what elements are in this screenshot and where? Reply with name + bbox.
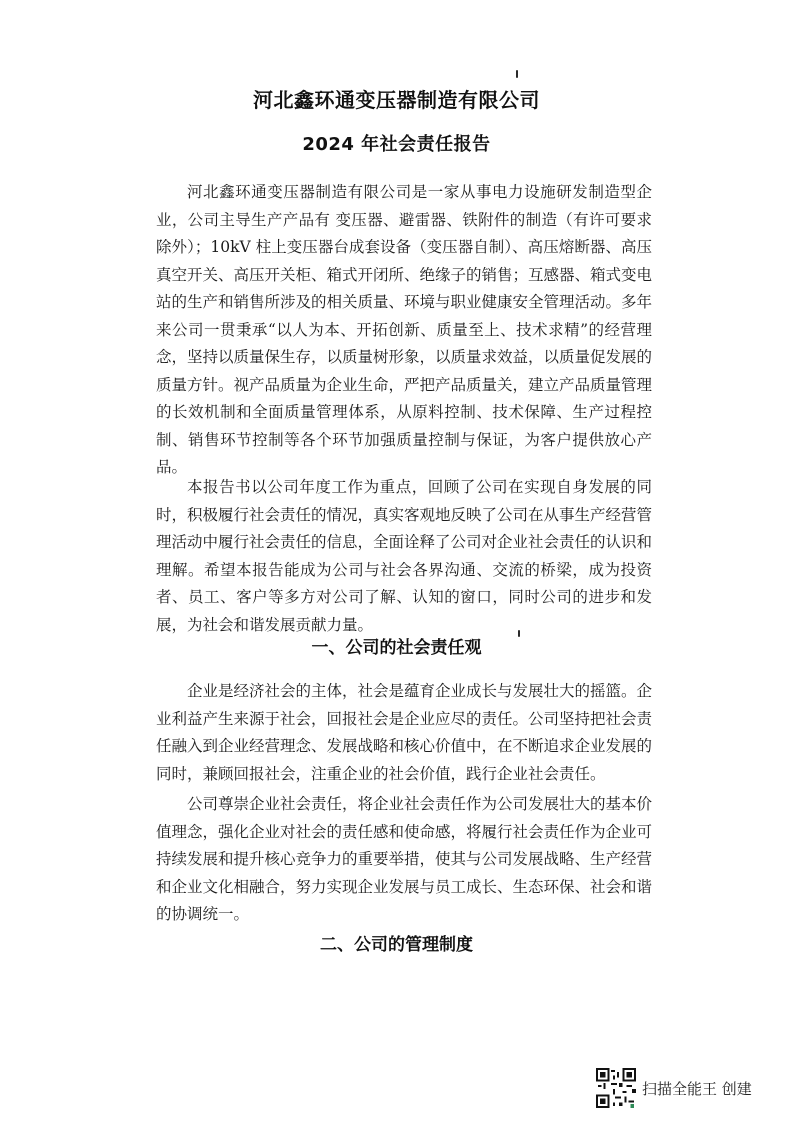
- intro-paragraph-1: 河北鑫环通变压器制造有限公司是一家从事电力设施研发制造型企业，公司主导生产产品有 变压器、避雷器、铁附件的制造（有许可要求除外）；10kV 柱上变压器台成套设备（变压器自制）、高压熔断器、高压真空开关、高压开关柜、箱式开闭所、绝缘子的销售；互感器、箱式变电站的生产和销售所涉及的相关质量、环境与职业健康安全管理活动。多年来公司一贯秉承“以人为本、开拓创新、质量至上、技术求精”的经营理念，坚持以质量保生存，以质量树形象，以质量求效益，以质量促发展的质量方针。视产品质量为企业生命，严把产品质量关，建立产品质量管理的长效机制和全面质量管理体系，从原料控制、技术保障、生产过程控制、销售环节控制等各个环节加强质量控制与保证，为客户提供放心产品。: [156, 183, 653, 476]
- scan-artifact: [518, 630, 520, 637]
- report-title: 2024 年社会责任报告: [302, 134, 491, 155]
- section1-paragraph-1: 企业是经济社会的主体，社会是蕴育企业成长与发展壮大的摇篮。企业利益产生来源于社会，回报社会是企业应尽的责任。公司坚持把社会责任融入到企业经营理念、发展战略和核心价值中，在不断追求企业发展的同时，兼顾回报社会，注重企业的社会价值，践行企业社会责任。: [156, 682, 653, 783]
- watermark-text: 扫描全能王 创建: [642, 1079, 752, 1098]
- section1-paragraph-2: 公司尊崇企业社会责任，将企业社会责任作为公司发展壮大的基本价值理念，强化企业对社会的责任感和使命感，将履行社会责任作为企业可持续发展和提升核心竞争力的重要举措，使其与公司发展战略、生产经营和企业文化相融合，努力实现企业发展与员工成长、生态环保、社会和谐的协调统一。: [156, 795, 653, 923]
- qr-code-icon: [596, 1068, 636, 1108]
- intro-paragraph-2: 本报告书以公司年度工作为重点，回顾了公司在实现自身发展的同时，积极履行社会责任的情况，真实客观地反映了公司在从事生产经营管理活动中履行社会责任的信息，全面诠释了公司对企业社会责任的认识和理解。希望本报告能成为公司与社会各界沟通、交流的桥梁，成为投资者、员工、客户等多方对公司了解、认知的窗口，同时公司的进步和发展，为社会和谐发展贡献力量。: [156, 478, 653, 634]
- scan-artifact: [516, 70, 518, 78]
- scanner-watermark: [596, 1067, 752, 1109]
- section-heading-csr-view: 一、公司的社会责任观: [311, 638, 482, 658]
- section-heading-management: 二、公司的管理制度: [320, 935, 473, 955]
- company-title: 河北鑫环通变压器制造有限公司: [253, 88, 540, 112]
